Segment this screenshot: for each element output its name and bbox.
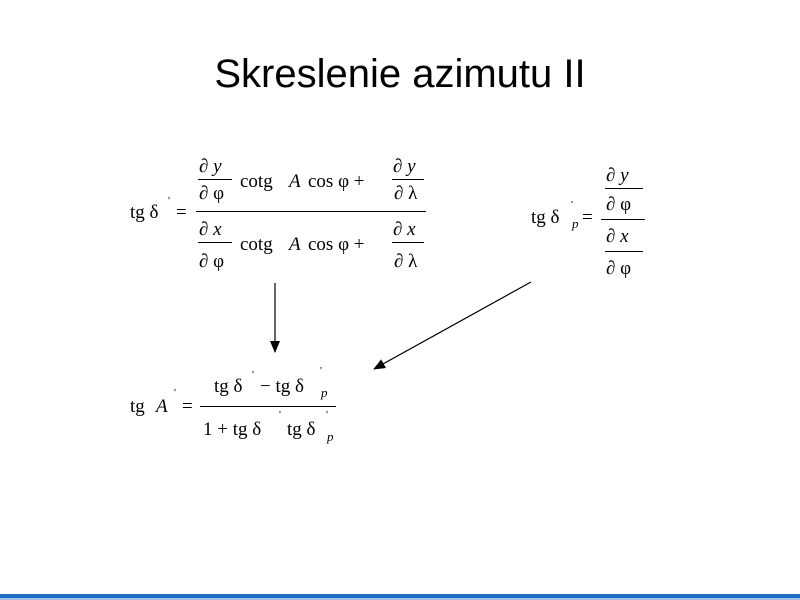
- slide-title: Skreslenie azimutu II: [214, 52, 586, 96]
- a-den-tg-delta: tg δ: [287, 419, 316, 440]
- a-num-prime-2: ': [320, 365, 322, 377]
- formula-lhs: tg δ: [130, 202, 159, 223]
- den-cotg: cotg: [240, 234, 273, 255]
- den-partial-phi: ∂ φ: [199, 251, 225, 272]
- num-cotg: cotg: [240, 171, 273, 192]
- a-num-subscript: p: [321, 385, 328, 400]
- a-den-one-plus-tg-delta: 1 + tg δ: [203, 419, 262, 440]
- den-partial-x: ∂ x: [199, 219, 222, 240]
- p-den-partial-phi: ∂ φ: [606, 258, 632, 279]
- p-den-partial-x: ∂ x: [606, 226, 629, 247]
- arrow-diagonal: [374, 282, 531, 369]
- den-cos: cos φ +: [308, 234, 365, 255]
- num-partial-phi: ∂ φ: [199, 183, 225, 204]
- a-den-subscript: p: [327, 429, 334, 444]
- formula-p-prime: ': [571, 199, 573, 211]
- p-num-partial-y: ∂ y: [606, 165, 629, 186]
- formula-p-lhs: tg δ: [531, 207, 560, 228]
- formula-p-equals: =: [582, 207, 593, 228]
- formula-a-lhs-A: A: [156, 396, 168, 417]
- num-partial-y-2: ∂ y: [393, 156, 416, 177]
- a-den-prime-2: ': [326, 409, 328, 421]
- formula-equals: =: [176, 202, 187, 223]
- a-num-tg-delta: tg δ: [214, 376, 243, 397]
- formula-p-subscript: p: [572, 216, 579, 231]
- num-partial-y: ∂ y: [199, 156, 222, 177]
- den-partial-x-2: ∂ x: [393, 219, 416, 240]
- formula-a-prime: ': [174, 387, 176, 399]
- formula-a-lhs-tg: tg: [130, 396, 145, 417]
- a-num-minus-tg-delta: − tg δ: [260, 376, 304, 397]
- num-cos: cos φ +: [308, 171, 365, 192]
- p-num-partial-phi: ∂ φ: [606, 194, 632, 215]
- den-A: A: [289, 234, 301, 255]
- num-A: A: [289, 171, 301, 192]
- num-partial-lambda: ∂ λ: [394, 183, 418, 204]
- a-num-prime-1: ': [252, 369, 254, 381]
- a-den-prime-1: ': [279, 409, 281, 421]
- formula-a-equals: =: [182, 396, 193, 417]
- formula-prime: ': [168, 195, 170, 207]
- den-partial-lambda: ∂ λ: [394, 251, 418, 272]
